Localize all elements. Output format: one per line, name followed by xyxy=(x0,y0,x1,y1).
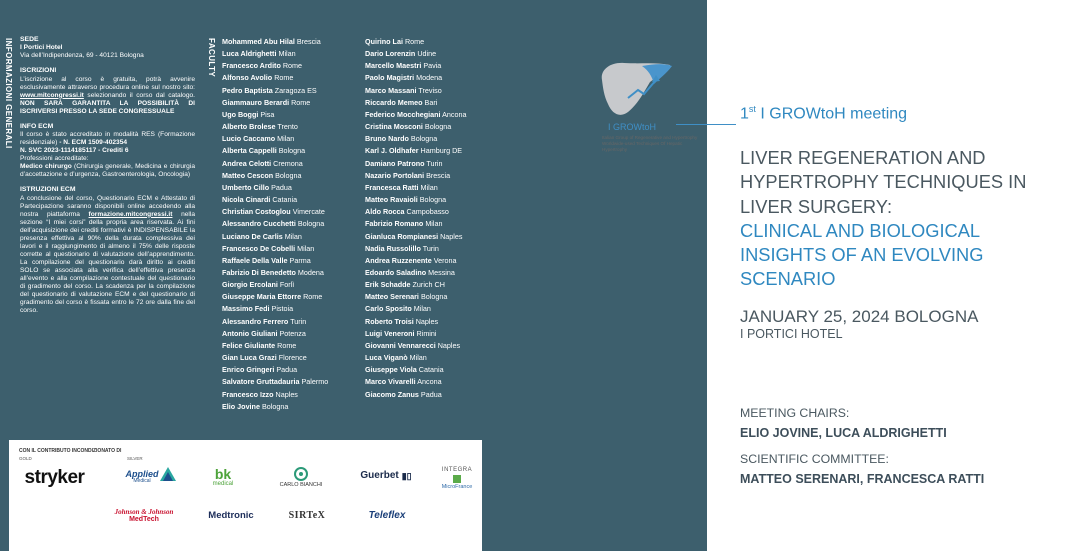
faculty-member xyxy=(222,97,328,109)
faculty-name: Fabrizio Di Benedetto xyxy=(222,267,296,277)
meeting-label: 1st I GROWtoH meeting xyxy=(740,104,908,123)
faculty-city: Bologna xyxy=(297,219,325,229)
faculty-member xyxy=(222,255,328,267)
faculty-name: Matteo Ravaioli xyxy=(365,195,418,205)
faculty-city: Parma xyxy=(289,255,311,265)
gold-tier-label: GOLD xyxy=(19,456,32,461)
bk-medical-logo: bk medical xyxy=(212,466,234,487)
faculty-name: Karl J. Oldhafer xyxy=(365,146,419,156)
faculty-name: Roberto Troisi xyxy=(365,316,414,326)
faculty-name: Giammauro Berardi xyxy=(222,97,290,107)
faculty-member xyxy=(365,340,467,352)
faculty-member xyxy=(365,121,467,133)
faculty-city: Vimercate xyxy=(292,207,325,217)
faculty-member xyxy=(222,389,328,401)
faculty-city: Hamburg DE xyxy=(420,146,463,156)
faculty-column-1 xyxy=(222,36,328,413)
faculty-member xyxy=(222,85,328,97)
faculty-city: Milan xyxy=(420,182,438,192)
faculty-member xyxy=(222,364,328,376)
faculty-member xyxy=(365,376,467,388)
faculty-name: Dario Lorenzin xyxy=(365,49,416,59)
integra-mark-icon xyxy=(453,475,461,483)
faculty-city: Bologna xyxy=(275,170,302,180)
faculty-member xyxy=(222,267,328,279)
faculty-member xyxy=(365,109,467,121)
faculty-name: Salvatore Gruttadauria xyxy=(222,377,300,387)
faculty-name: Gianluca Rompianesi xyxy=(365,231,439,241)
faculty-city: Rimini xyxy=(416,328,437,338)
stryker-logo: stryker xyxy=(24,466,85,488)
faculty-city: Turin xyxy=(426,158,443,168)
faculty-member xyxy=(222,36,328,48)
faculty-city: Modena xyxy=(416,73,443,83)
faculty-name: Marco Massani xyxy=(365,85,417,95)
faculty-member xyxy=(365,206,467,218)
faculty-name: Quirino Lai xyxy=(365,37,403,46)
faculty-member xyxy=(222,328,328,340)
faculty-name: Paolo Magistri xyxy=(365,73,415,83)
faculty-city: Rome xyxy=(277,340,297,350)
faculty-member xyxy=(222,72,328,84)
faculty-member xyxy=(365,97,467,109)
faculty-name: Lucio Caccamo xyxy=(222,134,276,144)
faculty-name: Luigi Veneroni xyxy=(365,328,415,338)
faculty-city: Rome xyxy=(404,37,425,46)
sede-name: I Portici Hotel xyxy=(20,44,63,52)
chairs-names: ELIO JOVINE, LUCA ALDRIGHETTI xyxy=(740,426,947,440)
faculty-name: Massimo Fedi xyxy=(222,304,270,314)
event-venue: I PORTICI HOTEL xyxy=(740,327,843,341)
faculty-member xyxy=(365,85,467,97)
faculty-city: Padua xyxy=(276,365,298,375)
faculty-member xyxy=(365,364,467,376)
faculty-city: Forlì xyxy=(279,280,295,290)
faculty-member xyxy=(365,255,467,267)
faculty-name: Francesco De Cobelli xyxy=(222,243,296,253)
faculty-name: Giuseppe Maria Ettorre xyxy=(222,292,302,302)
faculty-city: Pistoia xyxy=(271,304,294,314)
faculty-name: Umberto Cillo xyxy=(222,182,270,192)
faculty-name: Felice Giuliante xyxy=(222,340,276,350)
faculty-member xyxy=(222,48,328,60)
faculty-member xyxy=(222,194,328,206)
sede-address: Via dell’Indipendenza, 69 - 40121 Bologna xyxy=(20,52,144,60)
faculty-member xyxy=(222,60,328,72)
faculty-name: Luciano De Carlis xyxy=(222,231,283,241)
faculty-member xyxy=(365,170,467,182)
faculty-name: Marco Vivarelli xyxy=(365,377,416,387)
faculty-name: Marcello Maestri xyxy=(365,61,422,71)
faculty-name: Mohammed Abu Hilal xyxy=(222,37,295,46)
faculty-city: Zaragoza ES xyxy=(274,85,317,95)
faculty-member xyxy=(222,340,328,352)
faculty-name: Riccardo Memeo xyxy=(365,97,423,107)
faculty-member xyxy=(365,218,467,230)
faculty-city: Zurich CH xyxy=(412,280,445,290)
faculty-city: Modena xyxy=(297,267,324,277)
applied-medical-icon xyxy=(159,466,177,482)
faculty-name: Federico Mocchegiani xyxy=(365,109,441,119)
carlo-bianchi-icon xyxy=(294,467,308,481)
meeting-divider xyxy=(676,124,736,125)
faculty-member xyxy=(222,182,328,194)
faculty-member xyxy=(365,279,467,291)
general-info xyxy=(20,36,195,315)
teleflex-logo: Teleflex xyxy=(368,510,406,521)
faculty-member xyxy=(365,36,467,48)
faculty-member xyxy=(222,291,328,303)
event-date: JANUARY 25, 2024 BOLOGNA xyxy=(740,307,979,326)
faculty-name: Matteo Serenari xyxy=(365,292,419,302)
faculty-member xyxy=(365,352,467,364)
faculty-member xyxy=(365,231,467,243)
faculty-city: Campobasso xyxy=(406,207,449,217)
faculty-member xyxy=(365,303,467,315)
faculty-member xyxy=(365,328,467,340)
faculty-member xyxy=(222,218,328,230)
faculty-member xyxy=(222,145,328,157)
faculty-member xyxy=(222,121,328,133)
faculty-city: Turin xyxy=(422,243,439,253)
faculty-city: Naples xyxy=(440,231,463,241)
faculty-name: Alberto Brolese xyxy=(222,122,276,132)
faculty-name: Andrea Ruzzenente xyxy=(365,255,432,265)
faculty-member xyxy=(222,303,328,315)
medtronic-logo: Medtronic xyxy=(208,510,254,522)
faculty-member xyxy=(365,133,467,145)
sede-heading: SEDE xyxy=(20,36,39,43)
faculty-name: Fabrizio Romano xyxy=(365,219,424,229)
faculty-member xyxy=(222,243,328,255)
istruzioni-heading: ISTRUZIONI ECM xyxy=(20,186,76,194)
faculty-name: Luca Viganò xyxy=(365,353,408,363)
faculty-city: Naples xyxy=(437,340,461,350)
faculty-city: Padua xyxy=(271,182,292,192)
faculty-city: Turin xyxy=(290,316,307,326)
faculty-city: Milan xyxy=(278,49,296,59)
faculty-city: Brescia xyxy=(426,170,451,180)
faculty-section-label: FACULTY xyxy=(207,38,216,78)
faculty-city: Rome xyxy=(282,61,303,71)
faculty-city: Bologna xyxy=(410,134,438,144)
istruzioni-link[interactable]: formazione.mitcongressi.it xyxy=(88,210,173,218)
faculty-member xyxy=(365,72,467,84)
faculty-member xyxy=(222,231,328,243)
faculty-member xyxy=(365,182,467,194)
faculty-city: Trento xyxy=(277,122,298,132)
guerbet-logo: Guerbet ▮▯ xyxy=(360,470,412,481)
iscrizioni-link[interactable]: www.mitcongressi.it xyxy=(20,91,84,99)
faculty-name: Christian Costoglou xyxy=(222,207,291,217)
faculty-city: Potenza xyxy=(279,328,306,338)
faculty-name: Cristina Mosconi xyxy=(365,122,423,132)
faculty-city: Pisa xyxy=(260,109,275,119)
faculty-name: Alessandro Cucchetti xyxy=(222,219,296,229)
faculty-name: Francesca Ratti xyxy=(365,182,419,192)
chairs-label: MEETING CHAIRS: xyxy=(740,406,850,420)
faculty-member xyxy=(222,352,328,364)
faculty-name: Gian Luca Grazi xyxy=(222,353,277,363)
faculty-city: Treviso xyxy=(418,85,442,95)
faculty-name: Antonio Giuliani xyxy=(222,328,278,338)
faculty-member xyxy=(222,109,328,121)
faculty-member xyxy=(365,267,467,279)
brand-name: I GROWtoH xyxy=(608,122,657,132)
faculty-city: Bologna xyxy=(424,122,452,132)
info-section-label: INFORMAZIONI GENERALI xyxy=(4,38,13,149)
faculty-name: Raffaele Della Valle xyxy=(222,255,288,265)
faculty-member xyxy=(222,279,328,291)
faculty-city: Rome xyxy=(291,97,311,107)
growtoh-brand xyxy=(594,58,699,168)
faculty-name: Erik Schadde xyxy=(365,280,411,290)
faculty-name: Pedro Baptista xyxy=(222,85,273,95)
faculty-name: Bruno Nardo xyxy=(365,134,409,144)
faculty-city: Naples xyxy=(275,389,298,399)
faculty-city: Milan xyxy=(284,231,302,241)
faculty-name: Luca Aldrighetti xyxy=(222,49,277,59)
event-title xyxy=(740,146,1070,292)
faculty-city: Catania xyxy=(418,365,444,375)
liver-logo-icon xyxy=(594,58,699,122)
faculty-city: Naples xyxy=(415,316,439,326)
faculty-member xyxy=(365,145,467,157)
iscrizioni-heading: ISCRIZIONI xyxy=(20,67,57,75)
faculty-city: Florence xyxy=(278,353,307,363)
faculty-member xyxy=(222,376,328,388)
faculty-name: Giorgio Ercolani xyxy=(222,280,278,290)
faculty-member xyxy=(365,389,467,401)
carlo-bianchi-logo: CARLO BIANCHI xyxy=(271,462,331,494)
faculty-city: Bologna xyxy=(419,195,447,205)
faculty-name: Matteo Cescon xyxy=(222,170,274,180)
iscrizioni-text: L’iscrizione al corso è gratuita, potrà avvenire esclusivamente attraverso procedura online sul nostro sito: www.mitcongressi.it selezionando il corso dal catalogo. NON SARÀ GARANTITA LA POSSIBILITÀ DI ISCRIVERSI PRESSO LA SEDE CONGRESSUALE xyxy=(20,75,195,115)
faculty-name: Edoardo Saladino xyxy=(365,267,427,277)
faculty-name: Francesco Izzo xyxy=(222,389,274,399)
faculty-name: Nazario Portolani xyxy=(365,170,425,180)
faculty-member xyxy=(222,401,328,413)
faculty-member xyxy=(222,170,328,182)
faculty-city: Cremona xyxy=(273,158,303,168)
faculty-city: Bologna xyxy=(261,401,289,411)
faculty-city: Rome xyxy=(274,73,294,83)
faculty-member xyxy=(365,243,467,255)
faculty-member xyxy=(365,194,467,206)
ecm-heading: INFO ECM xyxy=(20,122,54,130)
integra-microfrance-logo: INTEGRA MicroFrance xyxy=(441,467,473,491)
faculty-city: Milan xyxy=(297,243,315,253)
faculty-name: Damiano Patrono xyxy=(365,158,425,168)
ecm-text: Il corso è stato accreditato in modalità RES (Formazione residenziale) - N. ECM 1509-402354 N. SVC 2023-1114185117 - Crediti 6 Professioni accreditate: Medico chirurgo (Chirurgia generale, Medicina e chirurgia d’accettazione e d’urgenza, Gastroenterologia, Oncologia) xyxy=(20,131,195,179)
faculty-city: Verona xyxy=(433,255,457,265)
faculty-name: Ugo Boggi xyxy=(222,109,259,119)
faculty-name: Alessandro Ferrero xyxy=(222,316,289,326)
faculty-member xyxy=(365,60,467,72)
faculty-name: Elio Jovine xyxy=(222,401,260,411)
faculty-name: Nicola Cinardi xyxy=(222,195,271,205)
faculty-city: Rome xyxy=(303,292,323,302)
faculty-city: Ancona xyxy=(442,109,467,119)
faculty-city: Catania xyxy=(272,195,298,205)
faculty-city: Bari xyxy=(424,97,438,107)
faculty-member xyxy=(365,48,467,60)
sirtex-logo: SIRTeX xyxy=(288,510,326,521)
faculty-member xyxy=(222,206,328,218)
faculty-city: Palermo xyxy=(301,377,329,387)
faculty-member xyxy=(222,133,328,145)
silver-tier-label: SILVER xyxy=(127,456,143,461)
faculty-city: Ancona xyxy=(417,377,442,387)
applied-medical-logo: Applied Medical xyxy=(125,469,159,484)
faculty-member xyxy=(365,291,467,303)
faculty-name: Carlo Sposito xyxy=(365,304,412,314)
faculty-name: Giovanni Vennarecci xyxy=(365,340,436,350)
faculty-city: Pavia xyxy=(423,61,442,71)
faculty-name: Aldo Rocca xyxy=(365,207,405,217)
faculty-column-2 xyxy=(365,36,467,401)
faculty-city: Udine xyxy=(417,49,437,59)
faculty-member xyxy=(222,158,328,170)
brand-subtitle: Italian Group of Regenerative and Hypertrophy Worldwide-used Techniques Of Hepatic Hypertrophy xyxy=(602,135,698,152)
faculty-name: Enrico Gringeri xyxy=(222,365,275,375)
faculty-city: Messina xyxy=(428,267,455,277)
faculty-name: Andrea Celotti xyxy=(222,158,272,168)
faculty-name: Nadia Russolillo xyxy=(365,243,421,253)
faculty-city: Padua xyxy=(420,389,442,399)
faculty-member xyxy=(365,316,467,328)
jj-medtech-logo: Johnson & Johnson MedTech xyxy=(114,508,174,523)
title-part-1: LIVER REGENERATION AND HYPERTROPHY TECHNIQUES IN LIVER SURGERY: xyxy=(740,147,1027,217)
faculty-city: Bologna xyxy=(278,146,306,156)
faculty-city: Brescia xyxy=(296,37,321,46)
title-part-2: CLINICAL AND BIOLOGICAL INSIGHTS OF AN EVOLVING SCENARIO xyxy=(740,219,984,290)
istruzioni-text: A conclusione del corso, Questionario ECM e Attestato di Partecipazione saranno disponibili online accedendo alla nostra piattaforma formazione.mitcongressi.it nella sezione “I miei corsi” della propria area riservata. Ai fini dell’acquisizione dei crediti formativi è INDISPENSABILE la presenza effettiva al 90% della durata complessiva dei lavori e il raggiungimento di almeno il 75% delle risposte corrette al questionario di valutazione dell’apprendimento. La compilazione del questionario darà diritto ai crediti SOLO se associata alla verifica dell’effettiva presenza all’evento e alla compilazione contestuale del questionario di gradimento del corso. La scadenza per la compilazione del questionario di valutazione ECM e del questionario di gradimento del corso è fissata entro le 72 ore dalla fine del corso. xyxy=(20,194,195,314)
committee-label: SCIENTIFIC COMMITTEE: xyxy=(740,452,889,466)
faculty-city: Bologna xyxy=(420,292,448,302)
faculty-city: Milan xyxy=(413,304,431,314)
sponsor-caption: CON IL CONTRIBUTO INCONDIZIONATO DI xyxy=(19,448,122,454)
faculty-city: Milan xyxy=(425,219,443,229)
faculty-name: Giuseppe Viola xyxy=(365,365,417,375)
faculty-name: Alberta Cappelli xyxy=(222,146,277,156)
faculty-member xyxy=(222,316,328,328)
sponsor-box xyxy=(9,440,482,551)
faculty-name: Giacomo Zanus xyxy=(365,389,419,399)
faculty-member xyxy=(365,158,467,170)
faculty-name: Francesco Ardito xyxy=(222,61,281,71)
faculty-city: Milan xyxy=(409,353,427,363)
faculty-name: Alfonso Avolio xyxy=(222,73,273,83)
committee-names: MATTEO SERENARI, FRANCESCA RATTI xyxy=(740,472,985,486)
faculty-city: Milan xyxy=(277,134,295,144)
